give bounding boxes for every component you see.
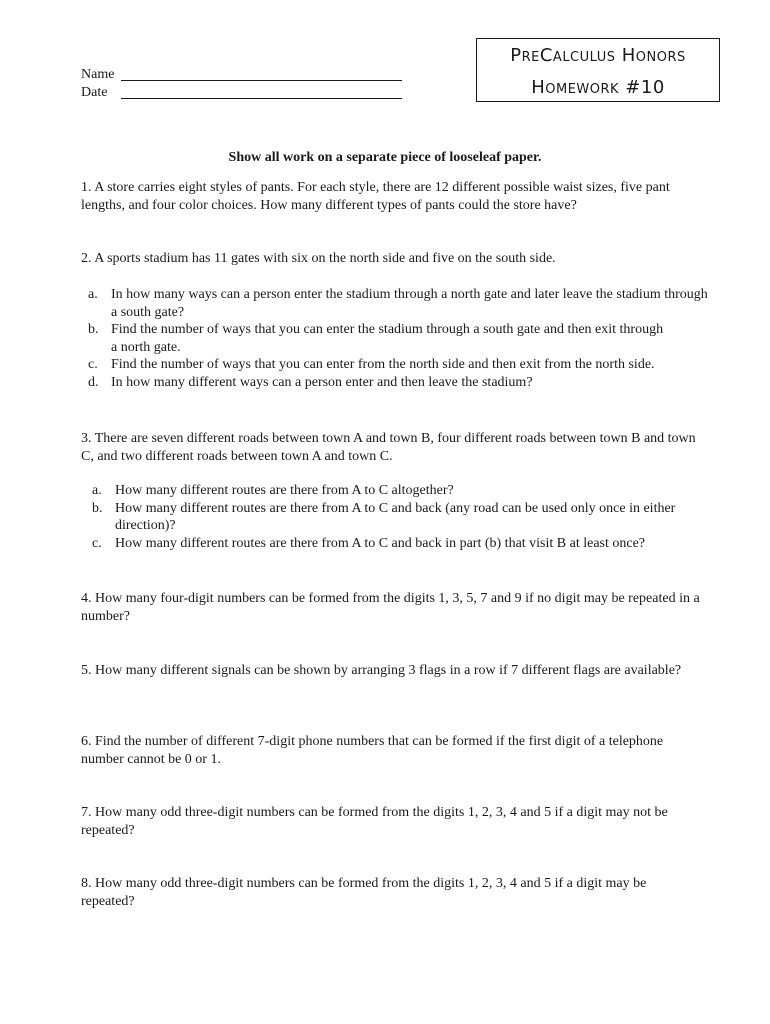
question-2: 2. A sports stadium has 11 gates with six on the north side and five on the south side. [81, 251, 556, 266]
date-row [81, 84, 402, 102]
question-3-parts [92, 482, 698, 552]
part-text: How many different routes are there from A to C and back in part (b) that visit B at least once? [115, 535, 646, 551]
part-letter: c. [88, 357, 98, 372]
part-letter: a. [88, 287, 98, 302]
part-letter: b. [88, 322, 99, 337]
question-2-parts [88, 286, 708, 391]
name-line [121, 68, 402, 81]
question-2-part-d [88, 374, 708, 392]
question-2-part-a [88, 286, 708, 321]
name-row [81, 66, 402, 84]
question-1: 1. A store carries eight styles of pants. For each style, there are 12 different possible waist sizes, five pant lengths, and four color choices. How many different types of pants could the store have? [81, 180, 670, 213]
question-3-part-a [92, 482, 698, 500]
question-2-part-b [88, 321, 708, 356]
question-6: 6. Find the number of different 7-digit phone numbers that can be formed if the first digit of a telephone number cannot be 0 or 1. [81, 734, 664, 767]
date-label: Date [81, 85, 108, 100]
question-5: 5. How many different signals can be shown by arranging 3 flags in a row if 7 different flags are available? [81, 663, 682, 678]
name-label: Name [81, 67, 115, 82]
question-3: 3. There are seven different roads between town A and town B, four different roads between town B and town C, and two different roads between town A and town C. [81, 431, 696, 464]
name-date-block [81, 66, 402, 102]
part-text: How many different routes are there from A to C and back (any road can be used only once in either direction)? [115, 500, 676, 533]
part-letter: d. [88, 374, 99, 390]
question-2-part-c [88, 356, 708, 374]
part-text: Find the number of ways that you can enter from the north side and then exit from the north side. [111, 357, 655, 372]
instruction-heading: Show all work on a separate piece of looseleaf paper. [228, 150, 542, 165]
question-3-part-b [92, 500, 698, 535]
question-8: 8. How many odd three-digit numbers can be formed from the digits 1, 2, 3, 4 and 5 if a digit may be repeated? [81, 876, 647, 909]
question-4: 4. How many four-digit numbers can be formed from the digits 1, 3, 5, 7 and 9 if no digit may be repeated in a number? [81, 591, 700, 624]
part-text: Find the number of ways that you can enter the stadium through a south gate and then exit through a north gate. [111, 322, 664, 355]
part-letter: a. [92, 483, 102, 498]
title-box [476, 38, 720, 102]
part-letter: c. [92, 535, 102, 551]
part-letter: b. [92, 500, 103, 516]
part-text: How many different routes are there from A to C altogether? [115, 483, 454, 498]
part-text: In how many different ways can a person enter and then leave the stadium? [111, 374, 533, 390]
question-3-part-c [92, 535, 698, 553]
homework-title: Homework #10 [531, 77, 665, 98]
course-title: PreCalculus Honors [510, 45, 686, 66]
question-7: 7. How many odd three-digit numbers can be formed from the digits 1, 2, 3, 4 and 5 if a digit may not be repeated? [81, 805, 668, 838]
part-text: In how many ways can a person enter the stadium through a north gate and later leave the stadium through a south gate? [111, 287, 708, 320]
date-line [121, 86, 402, 99]
